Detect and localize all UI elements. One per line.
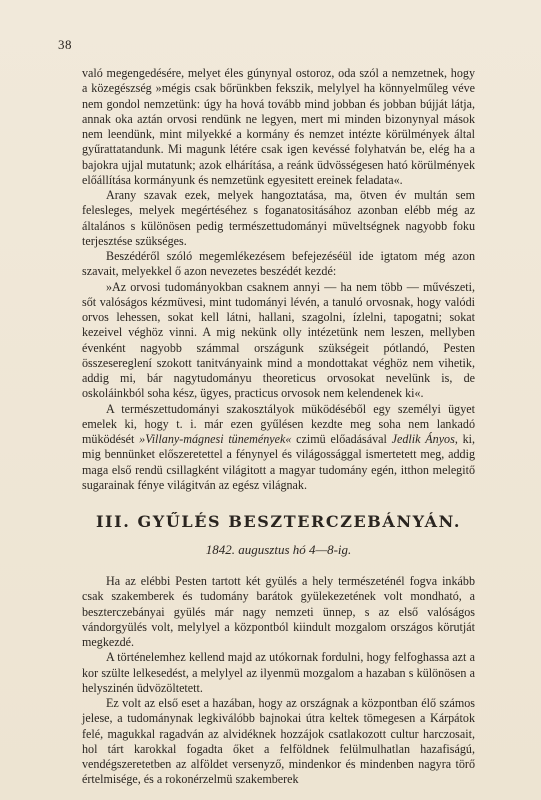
text-span: A természettudományi szakosztályok müködéséből egy személyi ügyet emelek ki, hogy t. i. már ezen gyűlésen kezdte meg soha nem lankadó müködését: [82, 401, 475, 446]
paragraph: Ha az elébbi Pesten tartott két gyülés a hely természeténél fogva inkább csak szakemberek és tudomány barátok gyülekezetének volt mondható, a beszterczebányai gyülés már nagy nemzeti ünnep, s az első valóságos vándorgyülés volt, melylyel a központból kiindult mozgalom országos körutját megkezdé.: [82, 574, 475, 649]
text-section-top: [82, 66, 475, 493]
quote-paragraph: »Az orvosi tudományokban csaknem annyi — ha nem több — művészeti, sőt valóságos kézmüvesi, mint tudományi lévén, a tanuló orvosnak, hogy valódi orvos lehessen, sokat kell látni, hallani, szagolni, ízlelni, tapogatni; sokat kezeivel véghöz vinni. A mig nekünk olly intézetünk nem leszen, mellyben évenként nagyobb számmal országunk szükségeit pótlandó, Pesten összesereglení szokott tanitványaink mind a mondottakat véghöz nem vihetik, addig mi, bár nagytudományu theoreticus orvosokat nevelünk is, de oskoláinkból soha kész, ügyes, practicus orvosok nem kelendenek ki«.: [82, 279, 475, 401]
paragraph: Arany szavak ezek, melyek hangoztatása, ma, ötven év multán sem felesleges, melyek megértéséhez s foganatositásához azonban elébb még az általános s különösen pedig természettudományi müveltségnek nagyobb foku terjesztése szükséges.: [82, 188, 475, 248]
lecture-title: »Villany-mágnesi tünemények«: [139, 432, 292, 446]
person-name: Jedlik Ányos: [391, 432, 455, 446]
paragraph: [82, 402, 475, 494]
paragraph: való megengedésére, melyet éles gúnynyal ostoroz, oda szól a nemzetnek, hogy a közegészség »mégis csak bőrünkben fekszik, melylyel ha könnyelműleg véve nem gondol nemzetünk: úgy ha hová tovább mind jobban és jobban bújját látja, annak oka aztán orvosi rendünk ne legyen, mert mi minden bizonynyal mások nem leendünk, mint milyekké a kormány és nemzet intézte körülmények által gyűrattatandunk. Mi magunk létére csak igen kevéssé folyhatván be, elég ha a bajokra ujjal mutatunk; azok elhárítása, a reánk üdvösségesen ható körülmények előállítása kormányunk és nemzetünk egyesitett ereinek feladata«.: [82, 66, 475, 187]
paragraph: A történelemhez kellend majd az utókornak fordulni, hogy felfoghassa azt a kor szülte lelkesedést, a melylyel az ilyenmü mozgalom a hazaban s különösen a helyszinén üdvözöltetett.: [82, 650, 475, 695]
chapter-heading: III. GYŰLÉS BESZTERCZEBÁNYÁN.: [95, 512, 462, 531]
text-span: czimü előadásával: [291, 432, 392, 446]
text-section-bottom: [82, 574, 475, 788]
paragraph: Ez volt az első eset a hazában, hogy az országnak a központban élő számos jelese, a tudománynak legkiválóbb bajnokai útra keltek tömegesen a Kárpátok felé, magukkal ragadván az alvidéknek hozzájok csatlakozott cultur harczosait, hol tárt karokkal fogadta őket a felföldnek felülmulhatlan hazafiságú, vendégszeretetben az alföldet versenyző, mindenkor és mindenben nagyra törő értelmisége, és a rokonérzelmü szakemberek: [82, 696, 475, 787]
text-span: , ki, mig bennünket előszeretettel a fénynyel és világossággal ismertetett meg, addig maga első rendü csillagként világitott a magyar tudomány egén, itthon melegitő sugarainak fénye világitván az egész világnak.: [82, 432, 476, 492]
paragraph: Beszédéről szóló megemlékezésem befejezéséül ide igtatom még azon szavait, melyekkel ő azon nevezetes beszédét kezdé:: [82, 249, 475, 279]
page-number: 38: [58, 37, 72, 52]
chapter-date: 1842. augusztus hó 4—8-ig.: [205, 542, 352, 557]
